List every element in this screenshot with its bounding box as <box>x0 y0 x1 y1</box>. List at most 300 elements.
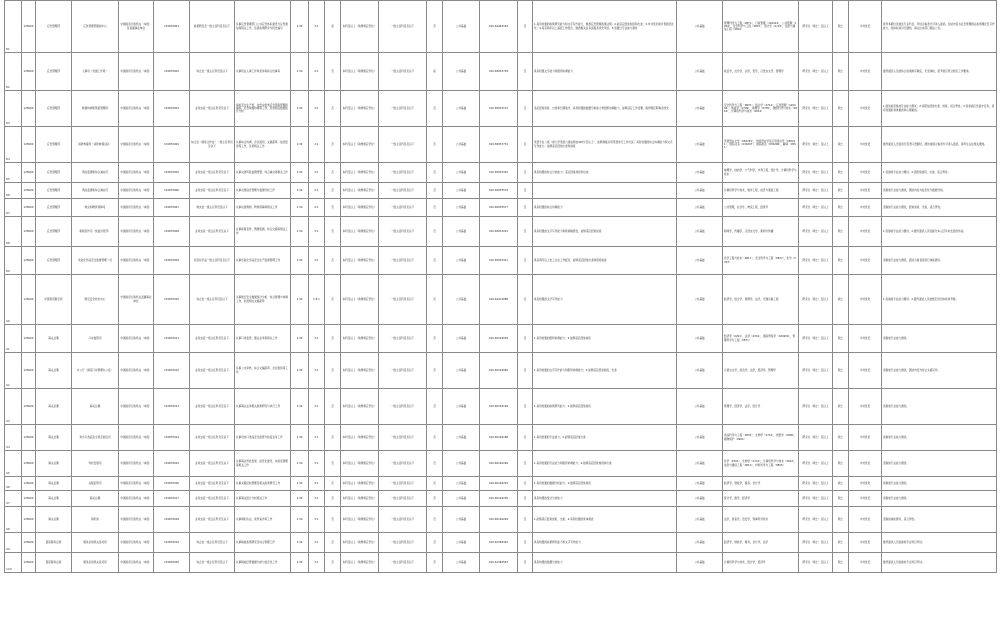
notes-cell: 1.具有较强的政策研究能力和文字写作能力，熟悉应急管理政策法规；2.能适应经常加班和出差；3.中共党员或共青团员优先；4.具有两年以上基层工作经历，熟悉相关业务流程者优先考虑；5.需通过专业能力测试 <box>533 1 677 53</box>
cross-flag-cell: 否 <box>518 53 533 91</box>
exam-category-cell: 公共基础 <box>677 451 723 477</box>
notes-cell: 1.具有较强的组织协调能力；2.能够适应经常加班 <box>533 325 677 353</box>
exam-category-cell: 公共基础 <box>677 53 723 91</box>
table-row <box>5 553 997 573</box>
degree-requirement-cell: 一级主任科员及以下 <box>379 533 427 553</box>
major-cell: 政治学，社会学，法学，哲学，汉语言文学，管理学 <box>723 53 799 91</box>
position-name-cell: 业务处室一级主任科员及以下 <box>190 507 235 533</box>
exam-category-cell: 公共基础 <box>677 491 723 507</box>
remarks-cell: 需参加专业能力测试。 <box>882 425 997 451</box>
position-description-cell: 从事新闻宣传、舆情监测、综合文稿等相关工作 <box>235 217 291 247</box>
notes-cell: 具有较强的统计分析能力 <box>533 491 677 507</box>
education-requirement-cell: 本科及以上（取得相应学位） <box>341 247 379 275</box>
unit-level-cell: 中国政府行政机关（本级）及直属事业单位 <box>119 1 154 53</box>
grassroots-flag-cell: 否 <box>427 353 443 389</box>
position-description-cell: 从事税收征管数据分析与信息化工作 <box>235 553 291 573</box>
exam-type-cell: 公共基础 <box>443 425 480 451</box>
exam-category-cell: 公共基础 <box>677 325 723 353</box>
hire-count-cell: 1.5:1 <box>309 275 325 325</box>
ratio-cell: 1:30 <box>291 53 309 91</box>
unit-level-cell: 中国政府行政机关（本级） <box>119 353 154 389</box>
cross-flag-cell: 否 <box>518 553 533 573</box>
hire-count-cell: 3:1 <box>309 477 325 491</box>
unit-level-cell: 中国政府行政机关（本级） <box>119 91 154 127</box>
office-cell: 进出口食品安全局及检疫司 <box>72 425 119 451</box>
table-row <box>5 247 997 275</box>
position-description-cell: 从事公文审核、综合文稿起草、会议组织等工作 <box>235 353 291 389</box>
cross-flag-cell: 否 <box>518 451 533 477</box>
unit-code-cell: 125000 <box>22 53 36 91</box>
row-number-cell: 98 <box>5 507 22 533</box>
cross-flag-cell: 否 <box>518 163 533 183</box>
major-cell: 法学，侦查学，治安学，刑事科学技术 <box>723 507 799 533</box>
unit-code-cell: 125000 <box>22 163 36 183</box>
education-requirement-cell: 本科及以上（取得相应学位） <box>341 275 379 325</box>
phone-cell: 010-83937731 <box>480 127 518 163</box>
political-flag-cell: 否 <box>325 389 341 425</box>
position-code-cell: 101870019 <box>154 533 190 553</box>
political-flag-cell: 否 <box>325 533 341 553</box>
exam-type-cell: 公共基础 <box>443 507 480 533</box>
position-description-cell: 从事灾害救助、物资保障等相关工作 <box>235 199 291 217</box>
row-number-cell: 95 <box>5 451 22 477</box>
exam-type-cell: 公共基础 <box>443 127 480 163</box>
education-level-cell: 研究生（硕士）及以上 <box>799 425 833 451</box>
degree-cell: 硕士 <box>833 507 849 533</box>
education-level-cell: 研究生（硕士）及以上 <box>799 325 833 353</box>
department-cell: 海关总署 <box>36 477 72 491</box>
position-description-cell: 从事灾害信息管理与数据分析工作 <box>235 183 291 199</box>
grassroots-flag-cell: 否 <box>427 127 443 163</box>
table-row <box>5 451 997 477</box>
office-cell: 新闻宣传司（党委宣传部） <box>72 217 119 247</box>
political-status-cell: 中共党员 <box>849 53 882 91</box>
department-cell: 应急管理部 <box>36 183 72 199</box>
remarks-cell: 需参加专业能力测试。 <box>882 477 997 491</box>
cross-flag-cell: 否 <box>518 217 533 247</box>
exam-type-cell: 公共基础 <box>443 533 480 553</box>
ratio-cell: 1:30 <box>291 325 309 353</box>
notes-cell: 适应经常加班、出差和长期值守，具有较强的数据分析能力和组织协调能力，能够适应工作需要，取得相应职称者优先 <box>533 91 677 127</box>
exam-category-cell: 公共基础 <box>677 425 723 451</box>
education-level-cell: 研究生（硕士）及以上 <box>799 199 833 217</box>
degree-requirement-cell: 一级主任科员及以下 <box>379 91 427 127</box>
degree-cell: 硕士 <box>833 53 849 91</box>
position-code-cell: 101870013 <box>154 389 190 425</box>
phone-cell: 010-83933577 <box>480 199 518 217</box>
education-level-cell: 研究生（硕士）及以上 <box>799 163 833 183</box>
degree-requirement-cell: 一级主任科员及以下 <box>379 275 427 325</box>
major-cell: 公共管理，社会学，物流工程，经济学 <box>723 199 799 217</box>
table-row <box>5 425 997 451</box>
row-number-cell: 96 <box>5 477 22 491</box>
political-status-cell: 中共党员 <box>849 199 882 217</box>
hire-count-cell: 2:1 <box>309 53 325 91</box>
political-status-cell: 中共党员 <box>849 275 882 325</box>
row-number-cell: 83 <box>5 91 22 127</box>
department-cell: 应急管理部 <box>36 163 72 183</box>
degree-cell: 硕士 <box>833 183 849 199</box>
political-status-cell: 中共党员 <box>849 183 882 199</box>
position-name-cell: 救灾处一级主任科员及以下 <box>190 199 235 217</box>
ratio-cell: 1:30 <box>291 507 309 533</box>
phone-cell: 010-83933173 <box>480 91 518 127</box>
unit-level-cell: 中国政府行政机关（本级） <box>119 325 154 353</box>
hire-count-cell: 3:1 <box>309 533 325 553</box>
office-cell: 关税征管司 <box>72 477 119 491</box>
grassroots-flag-cell: 否 <box>427 247 443 275</box>
remarks-cell: 需参加专业能力测试，面试合格者需进行体能测评。 <box>882 247 997 275</box>
degree-cell: 硕士 <box>833 275 849 325</box>
political-status-cell: 中共党员 <box>849 325 882 353</box>
degree-cell: 硕士 <box>833 533 849 553</box>
grassroots-flag-cell: 否 <box>427 451 443 477</box>
political-flag-cell: 否 <box>325 491 341 507</box>
exam-type-cell: 公共基础 <box>443 275 480 325</box>
political-flag-cell: 否 <box>325 53 341 91</box>
exam-category-cell: 公共基础 <box>677 91 723 127</box>
grassroots-flag-cell: 否 <box>427 477 443 491</box>
position-code-cell: 101870015 <box>154 451 190 477</box>
grassroots-flag-cell: 否 <box>427 491 443 507</box>
degree-requirement-cell: 一级主任科员及以下 <box>379 53 427 91</box>
hire-count-cell: 3:1 <box>309 247 325 275</box>
exam-type-cell: 公共基础 <box>443 1 480 53</box>
position-description-cell: 从事灾害风险监测预警、综合减灾等相关工作 <box>235 163 291 183</box>
row-number-cell: 93 <box>5 389 22 425</box>
political-status-cell: 中共党员 <box>849 477 882 491</box>
hire-count-cell: 3:1 <box>309 389 325 425</box>
office-cell: 救援协调和预案管理局 <box>72 91 119 127</box>
unit-level-cell: 中国政府行政机关（本级） <box>119 491 154 507</box>
office-cell: 风险监测和综合减灾司 <box>72 183 119 199</box>
political-status-cell: 中共党员 <box>849 553 882 573</box>
education-level-cell: 研究生（硕士）及以上 <box>799 1 833 53</box>
position-name-cell: 综合处一级主任科员及以下 <box>190 275 235 325</box>
job-listing-sheet <box>4 0 996 633</box>
notes-cell: 具有两年以上化工企业工作经历，能够适应经常出差和现场检查 <box>533 247 677 275</box>
unit-code-cell: 125000 <box>22 275 36 325</box>
political-flag-cell: 否 <box>325 553 341 573</box>
degree-requirement-cell: 一级主任科员及以下 <box>379 451 427 477</box>
degree-requirement-cell: 一级主任科员及以下 <box>379 1 427 53</box>
table-row <box>5 127 997 163</box>
notes-cell <box>533 183 677 199</box>
phone-cell: 010-83933415 <box>480 163 518 183</box>
education-level-cell: 研究生（硕士）及以上 <box>799 183 833 199</box>
unit-code-cell: 125000 <box>22 91 36 127</box>
education-level-cell: 研究生（硕士）及以上 <box>799 91 833 127</box>
notes-cell: 具有较强的数据分析能力 <box>533 553 677 573</box>
exam-type-cell: 公共基础 <box>443 353 480 389</box>
unit-code-cell: 125000 <box>22 247 36 275</box>
cross-flag-cell: 否 <box>518 425 533 451</box>
education-requirement-cell: 本科及以上（取得相应学位） <box>341 389 379 425</box>
department-cell: 应急管理部 <box>36 127 72 163</box>
cross-flag-cell: 否 <box>518 389 533 425</box>
position-description-cell: 从事海关统计分析相关工作 <box>235 491 291 507</box>
education-level-cell: 研究生（硕士）及以上 <box>799 477 833 491</box>
political-status-cell: 中共党员 <box>849 163 882 183</box>
position-description-cell: 承担安全生产类、自然灾害类应急预案管理和演练、应急救援协调等工作，负责相关数据统计分析 <box>235 91 291 127</box>
notes-cell: 具有较强的文字写作能力和新闻敏感性，能够适应经常加班 <box>533 217 677 247</box>
major-cell: 经济学，统计学，管理学，法学，交通运输工程 <box>723 275 799 325</box>
ratio-cell: 1:30 <box>291 163 309 183</box>
ratio-cell: 1:30 <box>291 425 309 451</box>
grassroots-flag-cell: 否 <box>427 199 443 217</box>
degree-cell: 硕士 <box>833 477 849 491</box>
exam-type-cell: 公共基础 <box>443 199 480 217</box>
department-cell: 国家税务总局 <box>36 553 72 573</box>
political-flag-cell: 否 <box>325 507 341 533</box>
unit-code-cell: 125000 <box>22 451 36 477</box>
table-row <box>5 477 997 491</box>
major-cell: 计算机科学与技术，软件工程，信息与通信工程 <box>723 183 799 199</box>
degree-requirement-cell: 一级主任科员及以下 <box>379 553 427 573</box>
unit-level-cell: 中国政府行政机关（本级） <box>119 533 154 553</box>
unit-level-cell: 中国政府行政机关（本级） <box>119 451 154 477</box>
unit-level-cell: 中国政府行政机关（本级） <box>119 183 154 199</box>
political-status-cell: 中共党员 <box>849 451 882 477</box>
cross-flag-cell: 否 <box>518 477 533 491</box>
hire-count-cell: 3:1 <box>309 553 325 573</box>
department-cell: 海关总署 <box>36 353 72 389</box>
position-name-cell: 业务处室一级主任科员及以下 <box>190 389 235 425</box>
position-name-cell: 综合处（国际合作处）一级主任科员及以下 <box>190 127 235 163</box>
major-cell: 食品科学与工程（0832），生物学（0710），兽医学（0906），植物保护（0904） <box>723 425 799 451</box>
exam-type-cell: 公共基础 <box>443 451 480 477</box>
political-status-cell: 中共党员 <box>849 425 882 451</box>
table-row <box>5 91 997 127</box>
position-code-cell: 101870006 <box>154 183 190 199</box>
unit-level-cell: 中国政府行政机关（本级） <box>119 507 154 533</box>
education-level-cell: 研究生（硕士）及以上 <box>799 217 833 247</box>
row-number-cell: 84 <box>5 127 22 163</box>
table-row <box>5 325 997 353</box>
grassroots-flag-cell: 否 <box>427 389 443 425</box>
exam-type-cell: 公共基础 <box>443 91 480 127</box>
political-status-cell: 中共党员 <box>849 507 882 533</box>
notes-cell: 具有较强文字能力和组织协调能力 <box>533 53 677 91</box>
degree-cell: 硕士 <box>833 127 849 163</box>
position-name-cell: 业务处室一级主任科员及以下 <box>190 477 235 491</box>
position-name-cell: 综合处一级主任科员及以下 <box>190 533 235 553</box>
position-code-cell: 101870014 <box>154 425 190 451</box>
education-level-cell: 研究生（硕士）及以上 <box>799 53 833 91</box>
grassroots-flag-cell: 否 <box>427 217 443 247</box>
degree-cell: 硕士 <box>833 389 849 425</box>
row-number-cell: 92 <box>5 353 22 389</box>
unit-code-cell: 125000 <box>22 425 36 451</box>
cross-flag-cell: 否 <box>518 325 533 353</box>
exam-category-cell: 公共基础 <box>677 199 723 217</box>
cross-flag-cell: 否 <box>518 491 533 507</box>
exam-category-cell: 公共基础 <box>677 247 723 275</box>
position-description-cell: 从事缉私执法、案件查办等工作 <box>235 507 291 533</box>
remarks-cell: 需参加专业能力测试。 <box>882 491 997 507</box>
ratio-cell: 1:30 <box>291 217 309 247</box>
education-level-cell: 研究生（硕士）及以上 <box>799 275 833 325</box>
position-code-cell: 101870003 <box>154 91 190 127</box>
unit-code-cell: 125000 <box>22 507 36 533</box>
education-level-cell: 研究生（硕士）及以上 <box>799 389 833 425</box>
unit-code-cell: 125000 <box>22 477 36 491</box>
exam-category-cell: 公共基础 <box>677 127 723 163</box>
office-cell: 税务总局机关各司局 <box>72 553 119 573</box>
ratio-cell: 1:30 <box>291 389 309 425</box>
education-requirement-cell: 本科及以上（取得相应学位） <box>341 553 379 573</box>
degree-requirement-cell: 一级主任科员及以下 <box>379 389 427 425</box>
grassroots-flag-cell: 否 <box>427 425 443 451</box>
degree-cell: 硕士 <box>833 199 849 217</box>
political-flag-cell: 否 <box>325 353 341 389</box>
position-description-cell: 从事进出口食品安全监管与检疫业务工作 <box>235 425 291 451</box>
education-requirement-cell: 本科及以上（取得相应学位） <box>341 91 379 127</box>
hire-count-cell: 3:1 <box>309 325 325 353</box>
department-cell: 应急管理部 <box>36 217 72 247</box>
table-row <box>5 1 997 53</box>
phone-cell: 010-65194199 <box>480 389 518 425</box>
position-name-cell: 业务处室一级主任科员及以下 <box>190 451 235 477</box>
position-name-cell: 业务处室一级主任科员及以下 <box>190 217 235 247</box>
exam-type-cell: 公共基础 <box>443 247 480 275</box>
phone-cell: 010-64463181 <box>480 1 518 53</box>
position-name-cell: 危险化学品一级主任科员及以下 <box>190 247 235 275</box>
remarks-cell: 1.需参加专业能力测试；2.最终面试人员需提交本人近年来发表的作品。 <box>882 217 997 247</box>
hire-count-cell: 3:1 <box>309 163 325 183</box>
major-cell: 管理学，经济学，法学，统计学 <box>723 389 799 425</box>
unit-level-cell: 中国政府行政机关（本级） <box>119 425 154 451</box>
remarks-cell: 最终面试人员需参加专业科目考试。 <box>882 553 997 573</box>
position-description-cell: 从事航空安全数据统计分析、综合管理与协调工作，负责相关文稿起草 <box>235 275 291 325</box>
education-level-cell: 研究生（硕士）及以上 <box>799 247 833 275</box>
exam-type-cell: 公共基础 <box>443 477 480 491</box>
education-requirement-cell: 本科及以上（取得相应学位） <box>341 533 379 553</box>
department-cell: 中国民用航空局 <box>36 275 72 325</box>
cross-flag-cell: 否 <box>518 533 533 553</box>
education-requirement-cell: 本科及以上（取得相应学位） <box>341 183 379 199</box>
office-cell: 应急管理部通信中心 <box>72 1 119 53</box>
notes-cell: 1.具有较强的文字写作能力和组织协调能力；2.能够适应经常加班、出差 <box>533 353 677 389</box>
education-level-cell: 研究生（硕士）及以上 <box>799 353 833 389</box>
office-cell: 缉私局 <box>72 507 119 533</box>
phone-cell: 010-65194039 <box>480 325 518 353</box>
position-code-cell: 101870010 <box>154 275 190 325</box>
phone-cell: 010-83933411 <box>480 247 518 275</box>
table-row <box>5 389 997 425</box>
degree-requirement-cell: 一级主任科员及以下 <box>379 127 427 163</box>
department-cell: 海关总署 <box>36 491 72 507</box>
political-flag-cell: 是 <box>325 1 341 53</box>
unit-code-cell: 125000 <box>22 1 36 53</box>
cross-flag-cell: 否 <box>518 507 533 533</box>
notes-cell: 具有较强的综合分析能力；适应经常加班和出差 <box>533 163 677 183</box>
position-name-cell: 业务处室一级主任科员及以下 <box>190 491 235 507</box>
notes-cell: 具有较强的文字写作能力 <box>533 275 677 325</box>
office-cell: 航空安全技术中心 <box>72 275 119 325</box>
department-cell: 应急管理部 <box>36 199 72 217</box>
office-cell: 救灾和物资保障司 <box>72 199 119 217</box>
remarks-cell: 1.面试前需参加专业能力测试；2.该职位经常出差、加班，适合男性；3.需承担应急值守任务，具有较强的身体素质和心理素质。 <box>882 91 997 127</box>
ratio-cell: 1:30 <box>291 275 309 325</box>
exam-category-cell: 公共基础 <box>677 477 723 491</box>
office-cell: 办公厅（国家口岸管理办公室） <box>72 353 119 389</box>
political-flag-cell: 否 <box>325 247 341 275</box>
table-row <box>5 217 997 247</box>
degree-requirement-cell: 一级主任科员及以下 <box>379 217 427 247</box>
unit-code-cell: 125000 <box>22 553 36 573</box>
office-cell: 税务总局机关各司局 <box>72 533 119 553</box>
degree-requirement-cell: 一级主任科员及以下 <box>379 163 427 183</box>
notes-cell: 英语专业八级（或大学英语六级成绩在425分及以上），能够熟练运用英语进行工作交流；具有较强的综合协调能力和文字写作能力；能够适应经常出差和加班 <box>533 127 677 163</box>
position-code-cell: 101870008 <box>154 217 190 247</box>
political-status-cell: 中共党员 <box>849 353 882 389</box>
office-cell: 科技发展司 <box>72 451 119 477</box>
hire-count-cell: 3:1 <box>309 217 325 247</box>
position-code-cell: 101870001 <box>154 1 190 53</box>
remarks-cell: 最终面试人员需进行英语口语测试，测试成绩合格者方可进入面试，请考生关注相关通知。 <box>882 127 997 163</box>
department-cell: 海关总署 <box>36 325 72 353</box>
exam-category-cell: 公共基础 <box>677 163 723 183</box>
grassroots-flag-cell: 否 <box>427 275 443 325</box>
notes-cell: 1.具有较强的政策研究能力；2.能够适应经常加班 <box>533 389 677 425</box>
hire-count-cell: 3:1 <box>309 491 325 507</box>
cross-flag-cell: 否 <box>518 1 533 53</box>
education-level-cell: 研究生（硕士）及以上 <box>799 451 833 477</box>
table-row <box>5 507 997 533</box>
political-status-cell: 中共党员 <box>849 389 882 425</box>
position-code-cell: 101870009 <box>154 247 190 275</box>
exam-type-cell: 公共基础 <box>443 491 480 507</box>
remarks-cell: 需参加专业能力测试，经常加班、出差，适合男性。 <box>882 199 997 217</box>
unit-level-cell: 中国政府行政机关（本级） <box>119 553 154 573</box>
position-description-cell: 从事危险化学品安全生产监督管理工作 <box>235 247 291 275</box>
phone-cell: 010-83933223 <box>480 217 518 247</box>
grassroots-flag-cell: 否 <box>427 163 443 183</box>
position-description-cell: 从事税收政策研究及综合管理工作 <box>235 533 291 553</box>
remarks-cell: 报考本职位需加试专业科目，考试合格者方可进入面试。加试内容为应急管理相关政策理论及写作能力，具体时间另行通知，请关注本部门网站公告。 <box>882 1 997 53</box>
grassroots-flag-cell: 否 <box>427 553 443 573</box>
major-cell: 化学工程与技术（0817），安全科学与工程（0837），化学（0703） <box>723 247 799 275</box>
position-code-cell: 101870005 <box>154 163 190 183</box>
education-requirement-cell: 本科及以上（取得相应学位） <box>341 199 379 217</box>
degree-cell: 硕士 <box>833 491 849 507</box>
table-row <box>5 353 997 389</box>
major-cell: 安全科学与工程（0837），统计学（0714），应急管理（120404），地质学（0709），地理学（0705），测绘科学与技术（0816），计算机科学与技术（0812） <box>723 91 799 127</box>
hire-count-cell: 3:1 <box>309 1 325 53</box>
position-name-cell: 业务处室一级主任科员及以下 <box>190 91 235 127</box>
phone-cell: 010-65194236 <box>480 491 518 507</box>
education-requirement-cell: 本科及以上（取得相应学位） <box>341 217 379 247</box>
office-cell: 海关总署 <box>72 491 119 507</box>
political-flag-cell: 否 <box>325 91 341 127</box>
political-flag-cell: 否 <box>325 199 341 217</box>
degree-requirement-cell: 一级主任科员及以下 <box>379 183 427 199</box>
row-number-cell: 97 <box>5 491 22 507</box>
major-cell: 地理学，地质学，大气科学，水利工程，统计学，计算机科学与技术 <box>723 163 799 183</box>
education-requirement-cell: 本科及以上（取得相应学位） <box>341 53 379 91</box>
remarks-cell: 需参加专业能力测试。 <box>882 389 997 425</box>
exam-type-cell: 公共基础 <box>443 183 480 199</box>
row-number-cell: 90 <box>5 275 22 325</box>
department-cell: 应急管理部 <box>36 247 72 275</box>
degree-cell: 硕士 <box>833 353 849 389</box>
position-name-cell: 业务处室一级主任科员及以下 <box>190 163 235 183</box>
degree-requirement-cell: 一级主任科员及以下 <box>379 491 427 507</box>
notes-cell: 具有较强的政策研究能力和文字写作能力 <box>533 533 677 553</box>
political-status-cell: 中共党员 <box>849 533 882 553</box>
major-cell: 新闻学，传播学，汉语言文学，新闻与传播 <box>723 217 799 247</box>
